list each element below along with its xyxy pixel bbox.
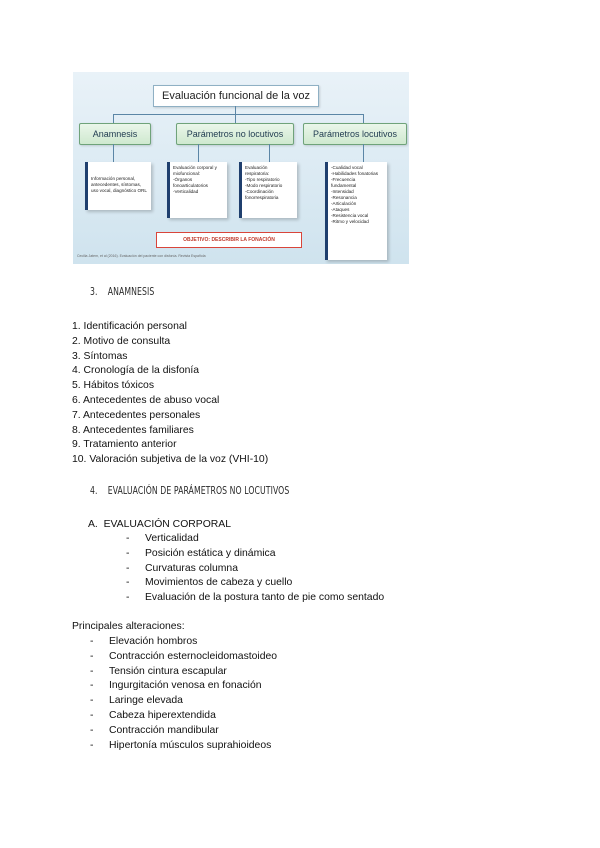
list-item (90, 739, 277, 754)
list-item (90, 679, 277, 694)
card-line: fonoarticulatorios (173, 183, 208, 188)
list-item-text: Cabeza hiperextendida (109, 709, 216, 721)
list-item: 8. Antecedentes familiares (72, 424, 194, 436)
subheading-evaluacion-corporal: A. EVALUACIÓN CORPORAL (88, 519, 232, 530)
branch-no-locutivos: Parámetros no locutivos (176, 123, 294, 145)
list-item-text: Posición estática y dinámica (145, 547, 276, 559)
list-item-text: Contracción mandibular (109, 724, 219, 736)
card-line: -Intensidad (331, 189, 354, 194)
card-line: -Ritmo y velocidad (331, 219, 369, 224)
connector-center (235, 114, 236, 123)
connector-right (363, 114, 364, 123)
list-item (126, 532, 384, 547)
dash-bullet: - (90, 665, 94, 677)
card-line: -Modo respiratorio (245, 183, 283, 188)
list-item-text: Ingurgitación venosa en fonación (109, 680, 262, 692)
dash-bullet: - (90, 739, 94, 751)
list-item (126, 591, 384, 606)
card-respiratoria (239, 162, 297, 218)
connector-card-left (113, 144, 114, 162)
card-line: -Resonancia (331, 195, 357, 200)
connector-card-right (363, 144, 364, 162)
card-line: -Tipo respiratorio (245, 177, 280, 182)
list-item: 10. Valoración subjetiva de la voz (VHI-10) (72, 454, 269, 466)
list-item: 4. Cronología de la disfonía (72, 365, 200, 377)
list-item (90, 724, 277, 739)
connector-horizontal (113, 114, 363, 115)
alteraciones-list (90, 635, 277, 753)
list-item (90, 694, 277, 709)
card-line: fonorrespiratoria (245, 195, 279, 200)
list-item-text: Hipertonía músculos suprahioideos (109, 739, 272, 751)
card-line: Evaluación corporal y (173, 165, 217, 170)
list-item (90, 650, 277, 665)
section-4-heading: 4. EVALUACIÓN DE PARÁMETROS NO LOCUTIVOS (90, 485, 290, 497)
dash-bullet: - (126, 562, 130, 574)
dash-bullet: - (126, 547, 130, 559)
card-line: -Habilidades fonatorias (331, 171, 378, 176)
section-3-heading: 3. ANAMNESIS (90, 286, 155, 298)
list-item: 5. Hábitos tóxicos (72, 380, 155, 392)
connector-card-center-b (269, 144, 270, 162)
card-line: -Frecuencia (331, 177, 356, 182)
list-item-text: Verticalidad (145, 533, 199, 544)
dash-bullet: - (126, 592, 130, 604)
connector-left (113, 114, 114, 123)
card-locutivos (325, 162, 387, 260)
list-item-text: Laringe elevada (109, 695, 183, 707)
card-line: -Verticalidad (173, 189, 199, 194)
connector-card-center-a (198, 144, 199, 162)
list-item: 9. Tratamiento anterior (72, 439, 177, 451)
dash-bullet: - (90, 650, 94, 662)
card-line: -Coordinación (245, 189, 274, 194)
card-line: respiratoria: (245, 171, 270, 176)
dash-bullet: - (90, 636, 94, 647)
card-line: uso vocal, diagnóstico ORL (91, 188, 147, 193)
branch-anamnesis: Anamnesis (79, 123, 151, 145)
list-item-text: Movimientos de cabeza y cuello (145, 577, 293, 589)
list-item-text: Contracción esternocleidomastoideo (109, 650, 278, 662)
card-line: Evaluación (245, 165, 268, 170)
branch-locutivos: Parámetros locutivos (303, 123, 407, 145)
list-item: 6. Antecedentes de abuso vocal (72, 394, 220, 406)
dash-bullet: - (90, 709, 94, 721)
dash-bullet: - (126, 577, 130, 589)
dash-bullet: - (126, 533, 130, 544)
list-item: 7. Antecedentes personales (72, 409, 201, 421)
card-line: -Órganos (173, 177, 193, 182)
card-corporal (167, 162, 227, 218)
list-item (90, 635, 277, 650)
list-item (90, 709, 277, 724)
diagram-figure (73, 72, 409, 264)
list-item-text: Evaluación de la postura tanto de pie como sentado (145, 592, 385, 604)
card-line: -Ataques (331, 207, 350, 212)
dash-bullet: - (90, 695, 94, 707)
alteraciones-title: Principales alteraciones: (72, 621, 185, 632)
list-item-text: Tensión cintura escapular (109, 665, 227, 677)
diagram-title: Evaluación funcional de la voz (153, 85, 319, 107)
anamnesis-list (72, 320, 268, 468)
objective-box: OBJETIVO: DESCRIBIR LA FONACIÓN (156, 232, 302, 248)
card-anamnesis (85, 162, 151, 210)
card-line: -Resistencia vocal (331, 213, 369, 218)
list-item (90, 665, 277, 680)
card-line: -Cualidad vocal (331, 165, 363, 170)
dash-bullet: - (90, 680, 94, 692)
list-item: 2. Motivo de consulta (72, 335, 171, 347)
corporal-list (126, 532, 384, 606)
list-item: 1. Identificación personal (72, 321, 187, 332)
card-line: -Articulación (331, 201, 357, 206)
list-item (126, 547, 384, 562)
connector-vertical-main (235, 106, 236, 114)
figure-caption: Cecilia Jatem, et al (2016). Evaluación del paciente con disfonía. Revista Española (77, 254, 206, 258)
card-line: Información personal, (91, 176, 136, 181)
card-line: miofuncional: (173, 171, 201, 176)
list-item-text: Elevación hombros (109, 636, 198, 647)
list-item (126, 576, 384, 591)
list-item: 3. Síntomas (72, 350, 128, 362)
dash-bullet: - (90, 724, 94, 736)
card-line: antecedentes, síntomas, (91, 182, 142, 187)
list-item (126, 562, 384, 577)
list-item-text: Curvaturas columna (145, 562, 238, 574)
card-line: fundamental (331, 183, 357, 188)
